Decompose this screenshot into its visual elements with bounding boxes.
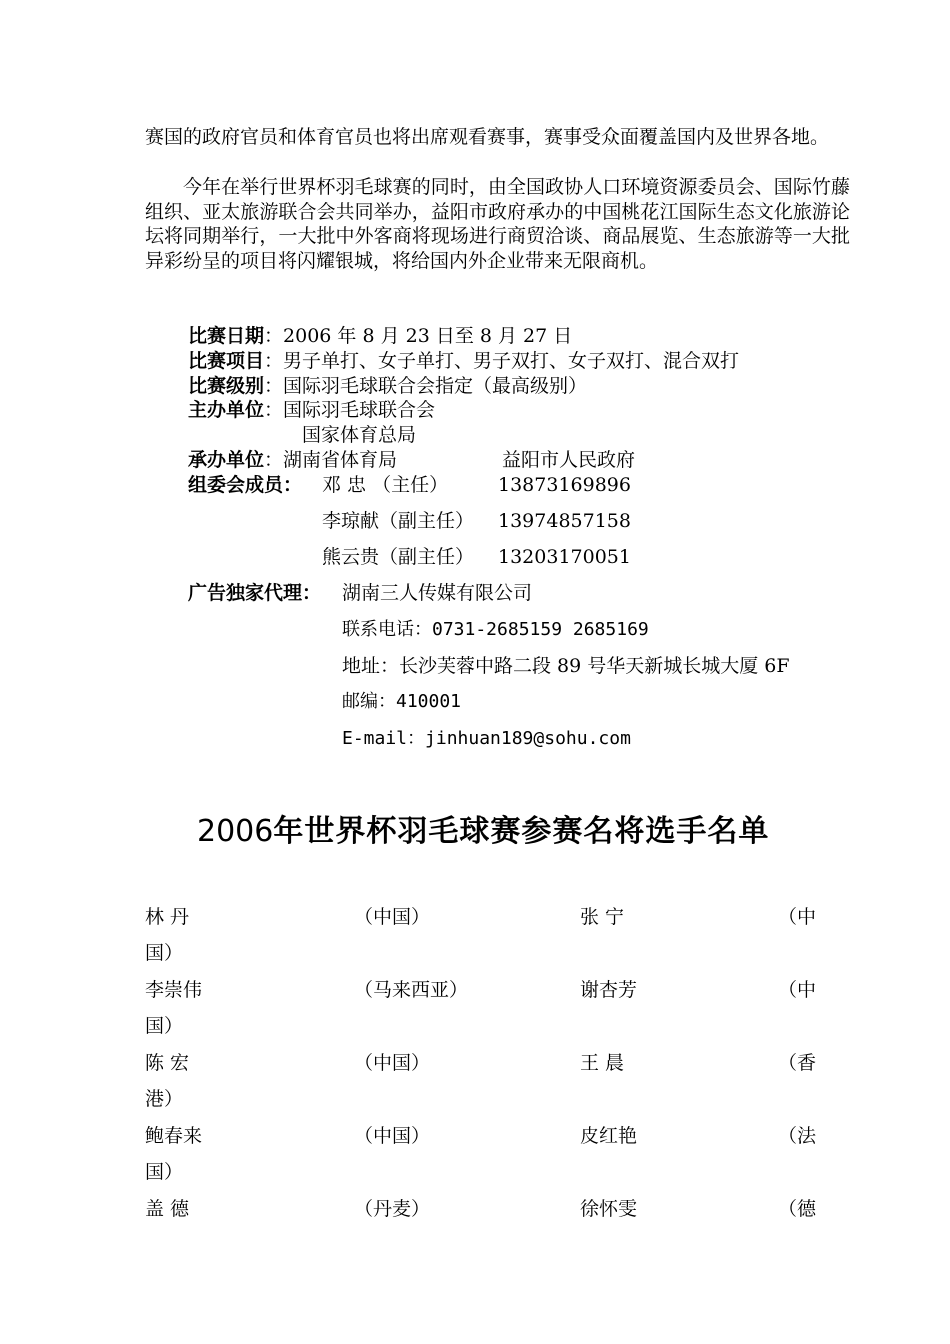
player-name: 李崇伟	[145, 979, 203, 1001]
organizer-label: 承办单位	[188, 449, 265, 471]
player-country: （中国）	[354, 906, 431, 928]
intro-paragraph-2: 今年在举行世界杯羽毛球赛的同时，由全国政协人口环境资源委员会、国际竹藤组织、亚太旅游联合会共同举办，益阳市政府承办的中国桃花江国际生态文化旅游论坛将同期举行，一大批中外客商将现场进行商贸洽谈、商品展览、生态旅游等一大批异彩纷呈的项目将闪耀银城，将给国内外企业带来无限商机。	[145, 176, 850, 272]
title-text: 年世界杯羽毛球赛参赛名将选手名单	[273, 814, 770, 849]
player-country: （中国）	[354, 1052, 431, 1074]
level-label: 比赛级别	[188, 375, 265, 397]
host-value-2: 国家体育总局	[302, 424, 417, 446]
date-value: ：2006 年 8 月 23 日至 8 月 27 日	[264, 325, 573, 347]
host-label: 主办单位	[188, 399, 265, 421]
info-level	[188, 374, 587, 398]
date-label: 比赛日期	[188, 325, 265, 347]
player-name: 林 丹	[145, 906, 190, 928]
agent-address: 地址：长沙芙蓉中路二段 89 号华天新城长城大厦 6F	[342, 655, 790, 677]
player-country: （香	[778, 1052, 817, 1074]
player-name: 王 晨	[580, 1052, 625, 1074]
player-country-wrap: 国）	[145, 1161, 184, 1183]
player-name: 鲍春来	[145, 1125, 203, 1147]
player-country-wrap: 国）	[145, 1015, 184, 1037]
player-name: 陈 宏	[145, 1052, 190, 1074]
player-name: 张 宁	[580, 906, 625, 928]
info-events	[188, 349, 739, 373]
player-country: （法	[778, 1125, 817, 1147]
player-country: （中国）	[354, 1125, 431, 1147]
player-country: （马来西亚）	[354, 979, 469, 1001]
player-name: 谢杏芳	[580, 979, 638, 1001]
committee-label: 组委会成员：	[188, 474, 303, 496]
player-country: （中	[778, 906, 817, 928]
player-name: 盖 德	[145, 1198, 190, 1220]
agent-value: 湖南三人传媒有限公司	[342, 582, 533, 604]
organizer-value: ：湖南省体育局	[264, 449, 398, 471]
committee-member-name: 熊云贵（副主任）	[322, 546, 475, 568]
title-year: 2006	[197, 814, 274, 849]
player-country: （德	[778, 1198, 817, 1220]
host-value-1: ：国际羽毛球联合会	[264, 399, 436, 421]
player-country-wrap: 港）	[145, 1088, 184, 1110]
committee-member-phone: 13974857158	[498, 510, 631, 532]
committee-member-phone: 13203170051	[498, 546, 631, 568]
player-name: 徐怀雯	[580, 1198, 638, 1220]
events-value: ：男子单打、女子单打、男子双打、女子双打、混合双打	[264, 350, 740, 372]
agent-tel: 联系电话：0731-2685159 2685169	[342, 619, 649, 640]
info-host	[188, 398, 435, 422]
committee-member-phone: 13873169896	[498, 474, 631, 496]
committee-member-name: 邓 忠 （主任）	[322, 474, 449, 496]
info-date	[188, 324, 572, 348]
player-country-wrap: 国）	[145, 942, 184, 964]
intro-paragraph-1: 赛国的政府官员和体育官员也将出席观看赛事，赛事受众面覆盖国内及世界各地。	[145, 126, 830, 148]
agent-label: 广告独家代理：	[188, 582, 322, 604]
committee-member-name: 李琼献（副主任）	[322, 510, 475, 532]
player-list-title	[197, 806, 769, 850]
player-country: （中	[778, 979, 817, 1001]
player-country: （丹麦）	[354, 1198, 431, 1220]
agent-email: E-mail：jinhuan189@sohu.com	[342, 728, 631, 749]
agent-postcode: 邮编：410001	[342, 691, 462, 712]
events-label: 比赛项目	[188, 350, 265, 372]
player-name: 皮红艳	[580, 1125, 638, 1147]
level-value: ：国际羽毛球联合会指定（最高级别）	[264, 375, 588, 397]
info-organizer	[188, 448, 397, 472]
organizer-value-2: 益阳市人民政府	[502, 449, 636, 471]
